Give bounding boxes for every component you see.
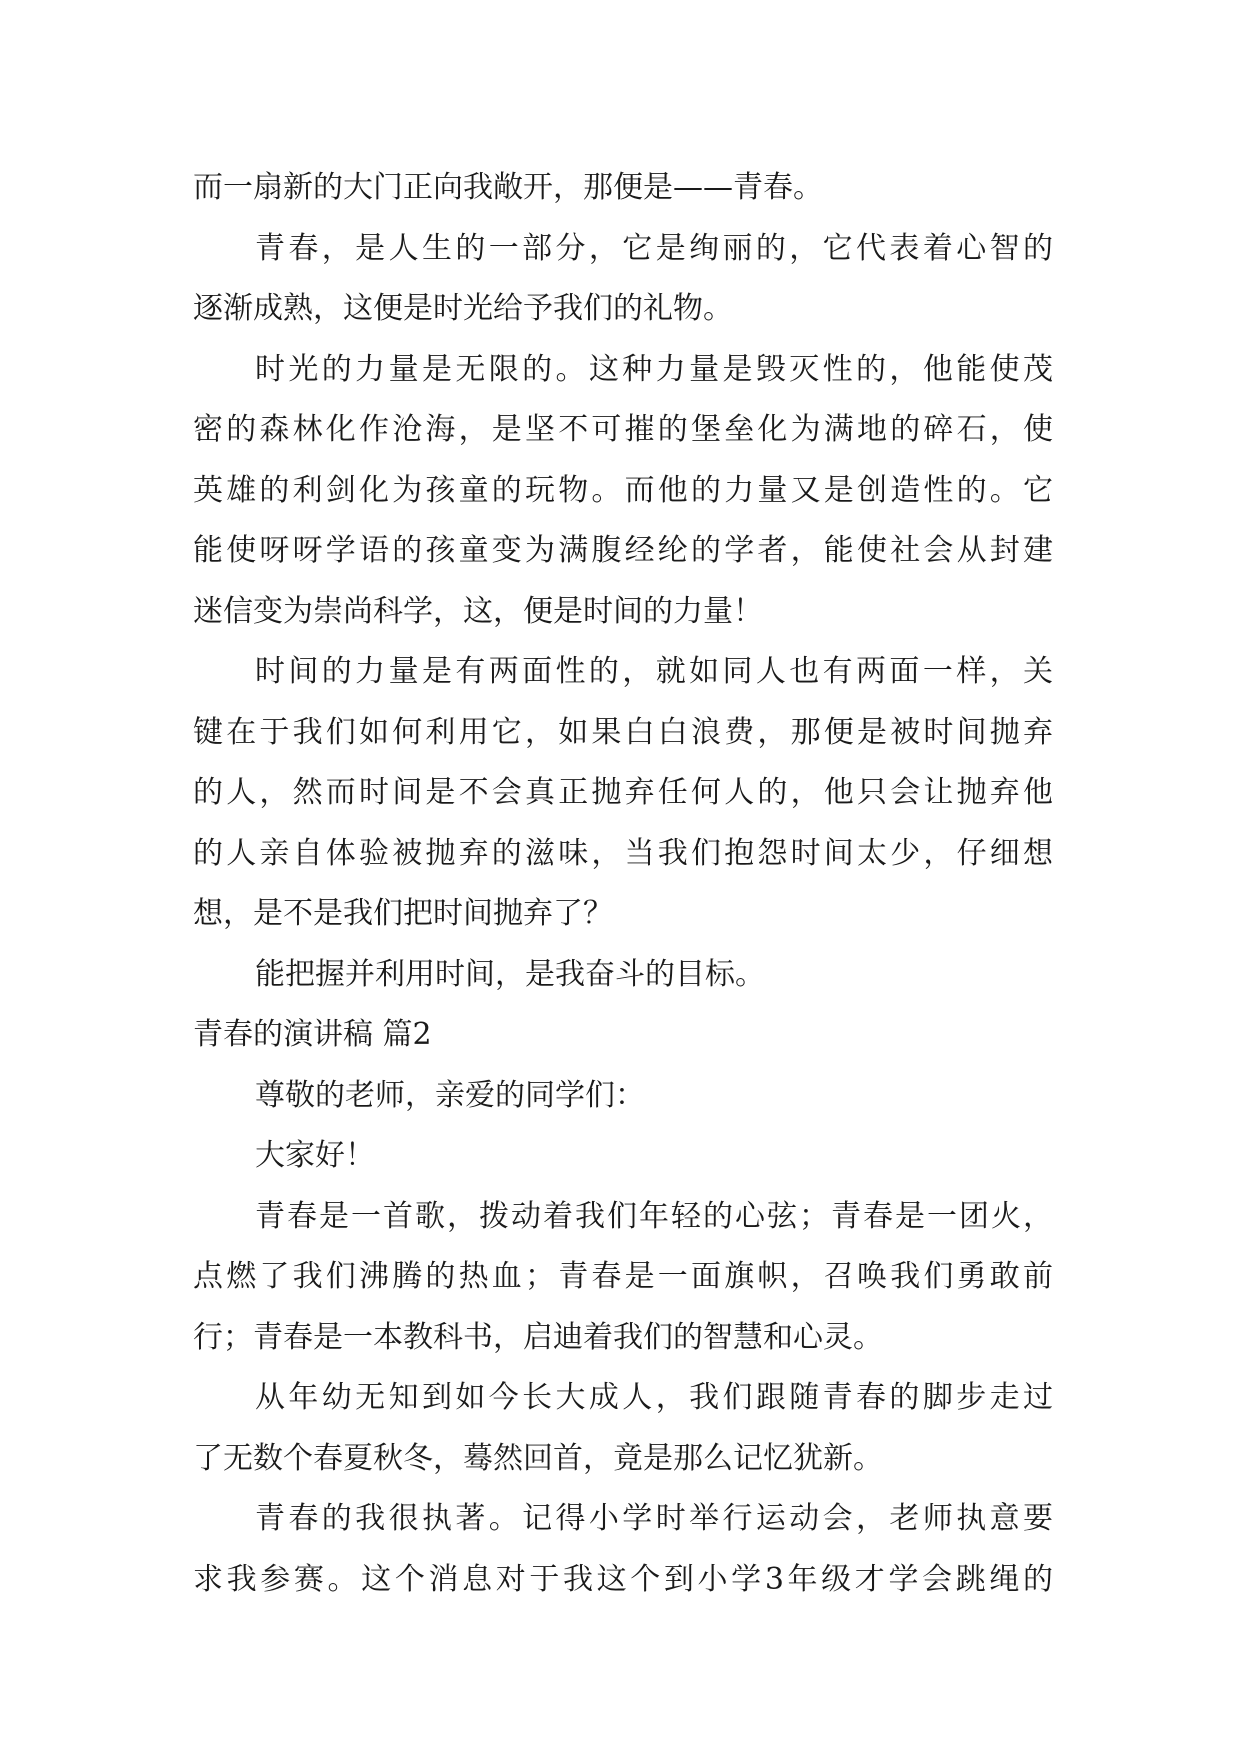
text-line: 迷信变为崇尚科学，这，便是时间的力量！ — [193, 593, 763, 629]
text-line: 青春，是人生的一部分，它是绚丽的，它代表着心智的 — [255, 230, 1053, 266]
text-line: 尊敬的老师，亲爱的同学们： — [255, 1077, 645, 1113]
text-line: 从年幼无知到如今长大成人，我们跟随青春的脚步走过 — [255, 1380, 1053, 1415]
text-line: 点燃了我们沸腾的热血；青春是一面旗帜，召唤我们勇敢前 — [193, 1259, 1053, 1294]
document-body — [193, 158, 1053, 1610]
text-line: 的人，然而时间是不会真正抛弃任何人的，他只会让抛弃他 — [193, 775, 1053, 810]
text-line: 而一扇新的大门正向我敞开，那便是——青春。 — [193, 170, 823, 205]
text-line: 密的森林化作沧海，是坚不可摧的堡垒化为满地的碎石，使 — [193, 412, 1053, 447]
text-line: 时光的力量是无限的。这种力量是毁灭性的，他能使茂 — [255, 351, 1053, 387]
section-heading: 青春的演讲稿 篇2 — [193, 1017, 432, 1052]
text-line: 大家好！ — [255, 1138, 375, 1173]
text-line: 求我参赛。这个消息对于我这个到小学3年级才学会跳绳的 — [193, 1561, 1053, 1597]
text-line: 能把握并利用时间，是我奋斗的目标。 — [255, 956, 765, 992]
text-line: 键在于我们如何利用它，如果白白浪费，那便是被时间抛弃 — [193, 714, 1053, 750]
text-line: 能使呀呀学语的孩童变为满腹经纶的学者，能使社会从封建 — [193, 533, 1053, 568]
text-line: 青春的我很执著。记得小学时举行运动会，老师执意要 — [255, 1501, 1053, 1536]
text-line: 逐渐成熟，这便是时光给予我们的礼物。 — [193, 291, 733, 326]
text-line: 了无数个春夏秋冬，蓦然回首，竟是那么记忆犹新。 — [193, 1440, 883, 1476]
text-line: 的人亲自体验被抛弃的滋味，当我们抱怨时间太少，仔细想 — [193, 835, 1053, 871]
text-line: 时间的力量是有两面性的，就如同人也有两面一样，关 — [255, 654, 1053, 689]
text-line: 英雄的利剑化为孩童的玩物。而他的力量又是创造性的。它 — [193, 472, 1053, 508]
text-line: 行；青春是一本教科书，启迪着我们的智慧和心灵。 — [193, 1319, 883, 1355]
text-line: 想，是不是我们把时间抛弃了？ — [193, 896, 613, 931]
text-line: 青春是一首歌，拨动着我们年轻的心弦；青春是一团火， — [255, 1198, 1053, 1234]
